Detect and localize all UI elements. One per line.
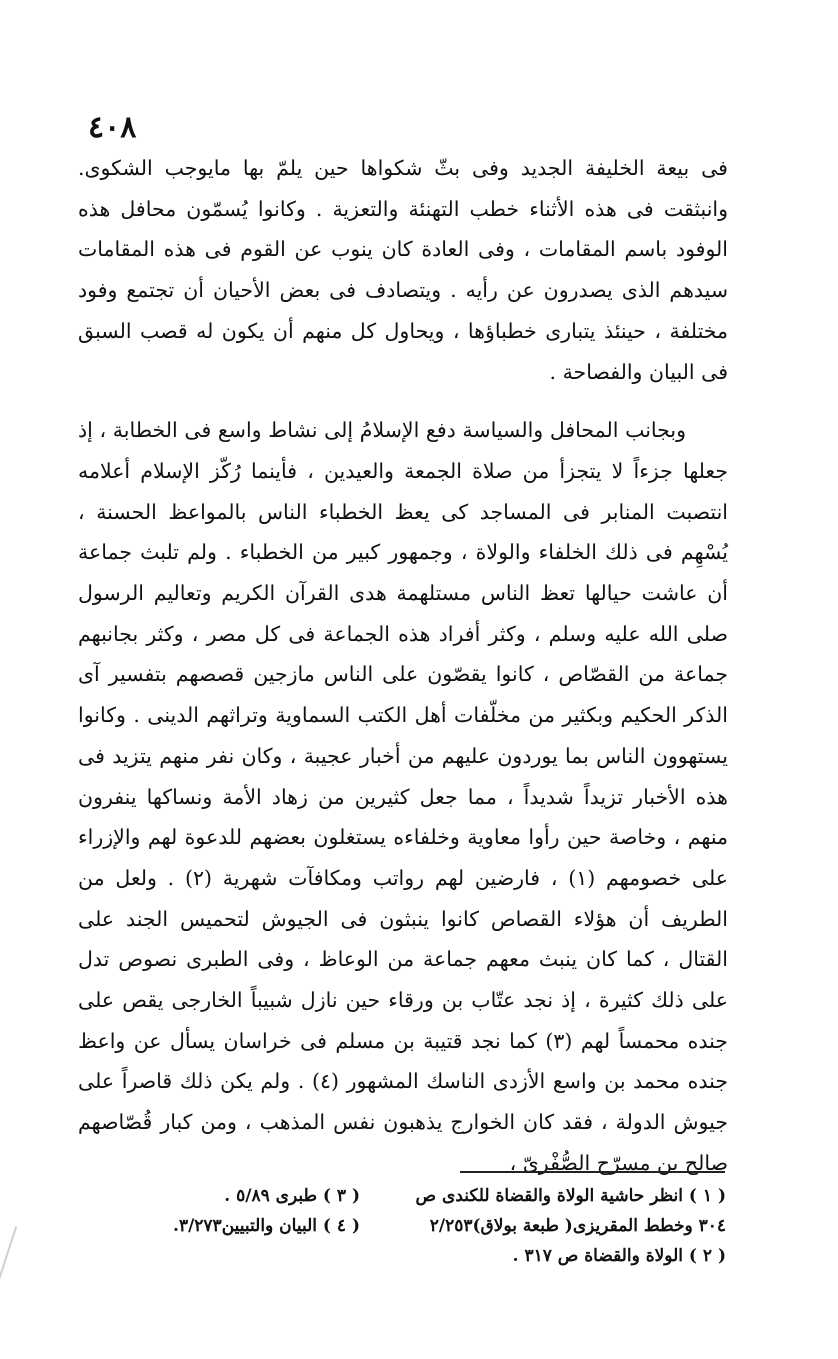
paragraph-2: وبجانب المحافل والسياسة دفع الإسلامُ إلى نشاط واسع فى الخطابة ، إذ جعلها جزءاً لا يتجزأ من صلاة الجمعة والعيدين ، فأينما رُكّز الإسلام أعلامه انتصبت المنابر فى المساجد كى يعظ الخطباء الناس بالمواعظ الحسنة ، يُسْهِم فى ذلك الخلفاء والولاة ، وجمهور كبير من الخطباء . ولم تلبث جماعة أن عاشت حيالها تعظ الناس مستلهمة هدى القرآن الكريم وتعاليم الرسول صلى الله عليه وسلم ، وكثر أفراد هذه الجماعة فى كل مصر ، وكثر بجانبهم جماعة من القصّاص ، كانوا يقصّون على الناس مازجين قصصهم بتفسير آى الذكر الحكيم وبكثير من مخلّفات أهل الكتب السماوية وتراثهم الدينى . وكانوا يستهوون الناس بما يوردون عليهم من أخبار عجيبة ، وكان نفر منهم يتزيد فى هذه الأخبار تزيداً شديداً ، مما جعل كثيرين من زهاد الأمة ونساكها ينفرون منهم ، وخاصة حين رأوا معاوية وخلفاءه يستغلون بعضهم للدعوة لهم والإزراء على خصومهم (١) ، فارضين لهم رواتب ومكافآت شهرية (٢) . ولعل من الطريف أن هؤلاء القصاص كانوا ينبثون فى الجيوش لتحميس الجند على القتال ، كما كان ينبث معهم جماعة من الوعاظ ، وفى الطبرى نصوص تدل على ذلك كثيرة ، إذ نجد عتّاب بن ورقاء حين نازل شبيباً الخارجى يقص على جنده محمساً لهم (٣) كما نجد قتيبة بن مسلم فى خراسان يسأل عن واعظ جنده محمد بن واسع الأزدى الناسك المشهور (٤) . ولم يكن ذلك قاصراً على جيوش الدولة ، فقد كان الخوارج يذهبون نفس المذهب ، ومن كبار قُصّاصهم صالح بن مسرّح الصُّفْرىّ ،	[78, 418, 728, 1175]
footnote-line: ( ٣ ) طبرى ٥/٨٩ .	[224, 1186, 360, 1206]
footnotes-right-column	[396, 1181, 726, 1271]
main-text	[78, 148, 728, 1184]
footnote-rule	[460, 1171, 725, 1173]
footnote-line: ٣٠٤ وخطط المقريزى( طبعة بولاق)٢/٢٥٣	[429, 1216, 726, 1236]
footnote-line: ( ١ ) انظر حاشية الولاة والقضاة للكندى ص	[415, 1186, 726, 1206]
footnote-line: ( ٤ ) البيان والتبيين٣/٢٧٣.	[173, 1216, 360, 1236]
footnote-line: ( ٢ ) الولاة والقضاة ص ٣١٧ .	[512, 1246, 726, 1266]
footnotes-left-column	[160, 1181, 360, 1241]
page-number: ٤٠٨	[88, 110, 137, 145]
paragraph-1: فى بيعة الخليفة الجديد وفى بثّ شكواها حين يلمّ بها مايوجب الشكوى. وانبثقت فى هذه الأثناء خطب التهنئة والتعزية . وكانوا يُسمّون محافل هذه الوفود باسم المقامات ، وفى العادة كان ينوب عن القوم فى هذه المقامات سيدهم الذى يصدرون عن رأيه . ويتصادف فى بعض الأحيان أن تجتمع وفود مختلفة ، حينئذ يتبارى خطباؤها ، ويحاول كل منهم أن يكون له قصب السبق فى البيان والفصاحة .	[78, 156, 728, 384]
page-edge-mark	[0, 1226, 17, 1284]
